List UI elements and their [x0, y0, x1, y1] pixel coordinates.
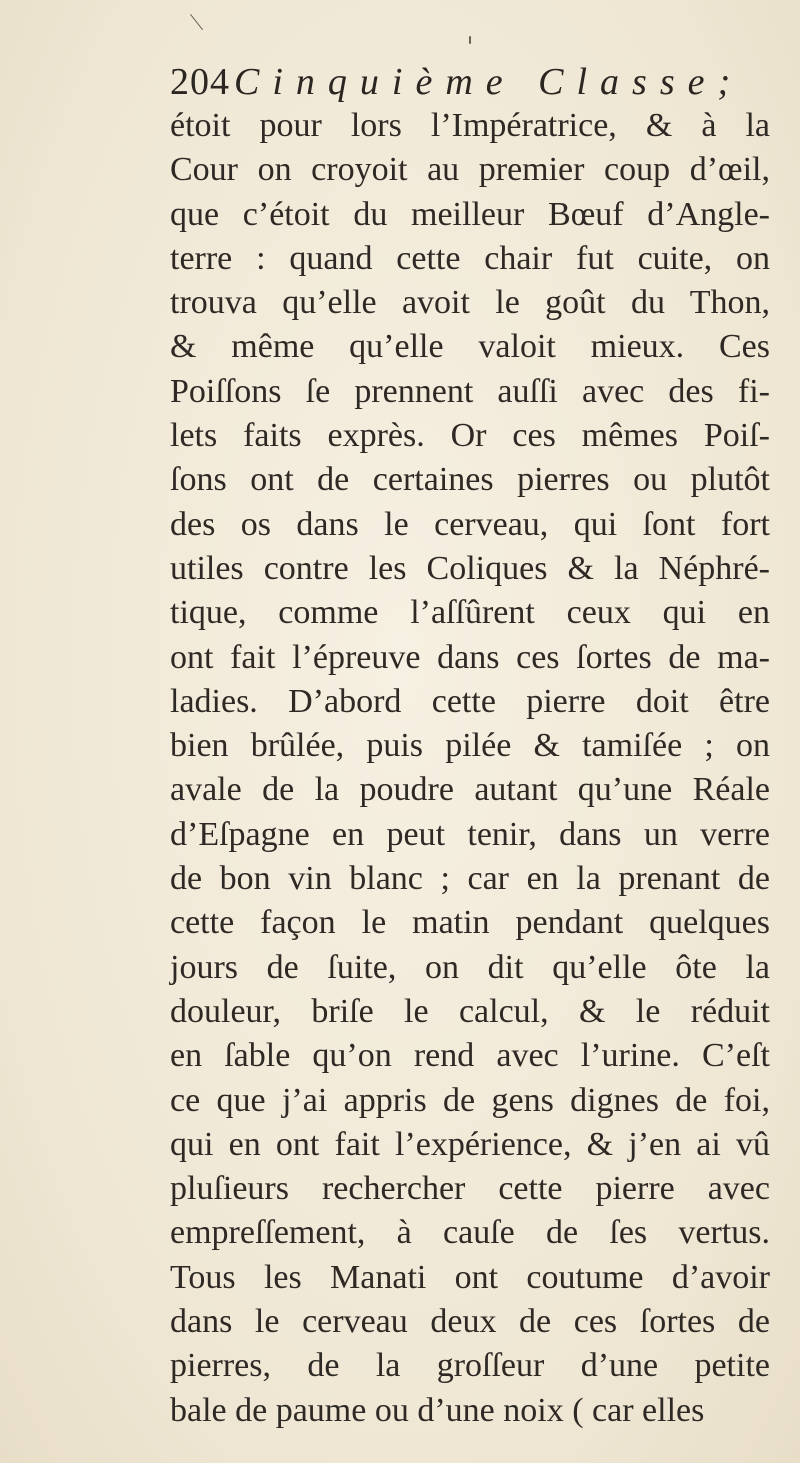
text-line: empreſſement, à cauſe de ſes vertus.	[170, 1214, 770, 1252]
text-line: bale de paume ou d’une noix ( car elles	[170, 1391, 705, 1429]
text-line: avale de la poudre autant qu’une Réale	[170, 771, 770, 809]
text-line: Tous les Manati ont coutume d’avoir	[170, 1258, 770, 1296]
text-line: en ſable qu’on rend avec l’urine. C’eſt	[170, 1037, 770, 1075]
text-line: bien brûlée, puis pilée & tamiſée ; on	[170, 727, 770, 765]
text-line: d’Eſpagne en peut tenir, dans un verre	[170, 815, 770, 853]
text-line: trouva qu’elle avoit le goût du Thon,	[170, 284, 770, 322]
text-line: ladies. D’abord cette pierre doit être	[170, 682, 770, 720]
text-line: de bon vin blanc ; car en la prenant de	[170, 860, 770, 898]
text-line: Poiſſons ſe prennent auſſi avec des fi-	[170, 372, 770, 410]
paper-mark	[190, 14, 203, 30]
paper-mark	[469, 36, 471, 44]
page-number: 204	[170, 61, 230, 103]
text-line: Cour on croyoit au premier coup d’œil,	[170, 151, 770, 189]
text-line: qui en ont fait l’expérience, & j’en ai vû	[170, 1125, 770, 1163]
text-line: jours de ſuite, on dit qu’elle ôte la	[170, 948, 770, 986]
text-line: étoit pour lors l’Impératrice, & à la	[170, 107, 770, 144]
text-line: & même qu’elle valoit mieux. Ces	[170, 328, 770, 366]
text-line: douleur, briſe le calcul, & le réduit	[170, 992, 770, 1030]
text-line: utiles contre les Coliques & la Néphré-	[170, 549, 770, 587]
text-line: cette façon le matin pendant quelques	[170, 904, 770, 942]
text-line: des os dans le cerveau, qui ſont fort	[170, 505, 770, 543]
text-line: ce que j’ai appris de gens dignes de foi,	[170, 1081, 770, 1119]
text-line: que c’étoit du meilleur Bœuf d’Angle-	[170, 195, 770, 233]
text-line: tique, comme l’aſſûrent ceux qui en	[170, 594, 770, 632]
text-line: ont fait l’épreuve dans ces ſortes de ma-	[170, 638, 770, 676]
text-line: ſons ont de certaines pierres ou plutôt	[170, 461, 770, 499]
text-line: terre : quand cette chair fut cuite, on	[170, 239, 770, 277]
text-line: dans le cerveau deux de ces ſortes de	[170, 1303, 770, 1341]
text-line: lets faits exprès. Or ces mêmes Poiſ-	[170, 417, 770, 455]
body-text	[170, 104, 770, 1433]
section-title: Cinquième Classe;	[234, 61, 744, 103]
text-line: pierres, de la groſſeur d’une petite	[170, 1347, 770, 1385]
text-line: pluſieurs rechercher cette pierre avec	[170, 1170, 770, 1208]
